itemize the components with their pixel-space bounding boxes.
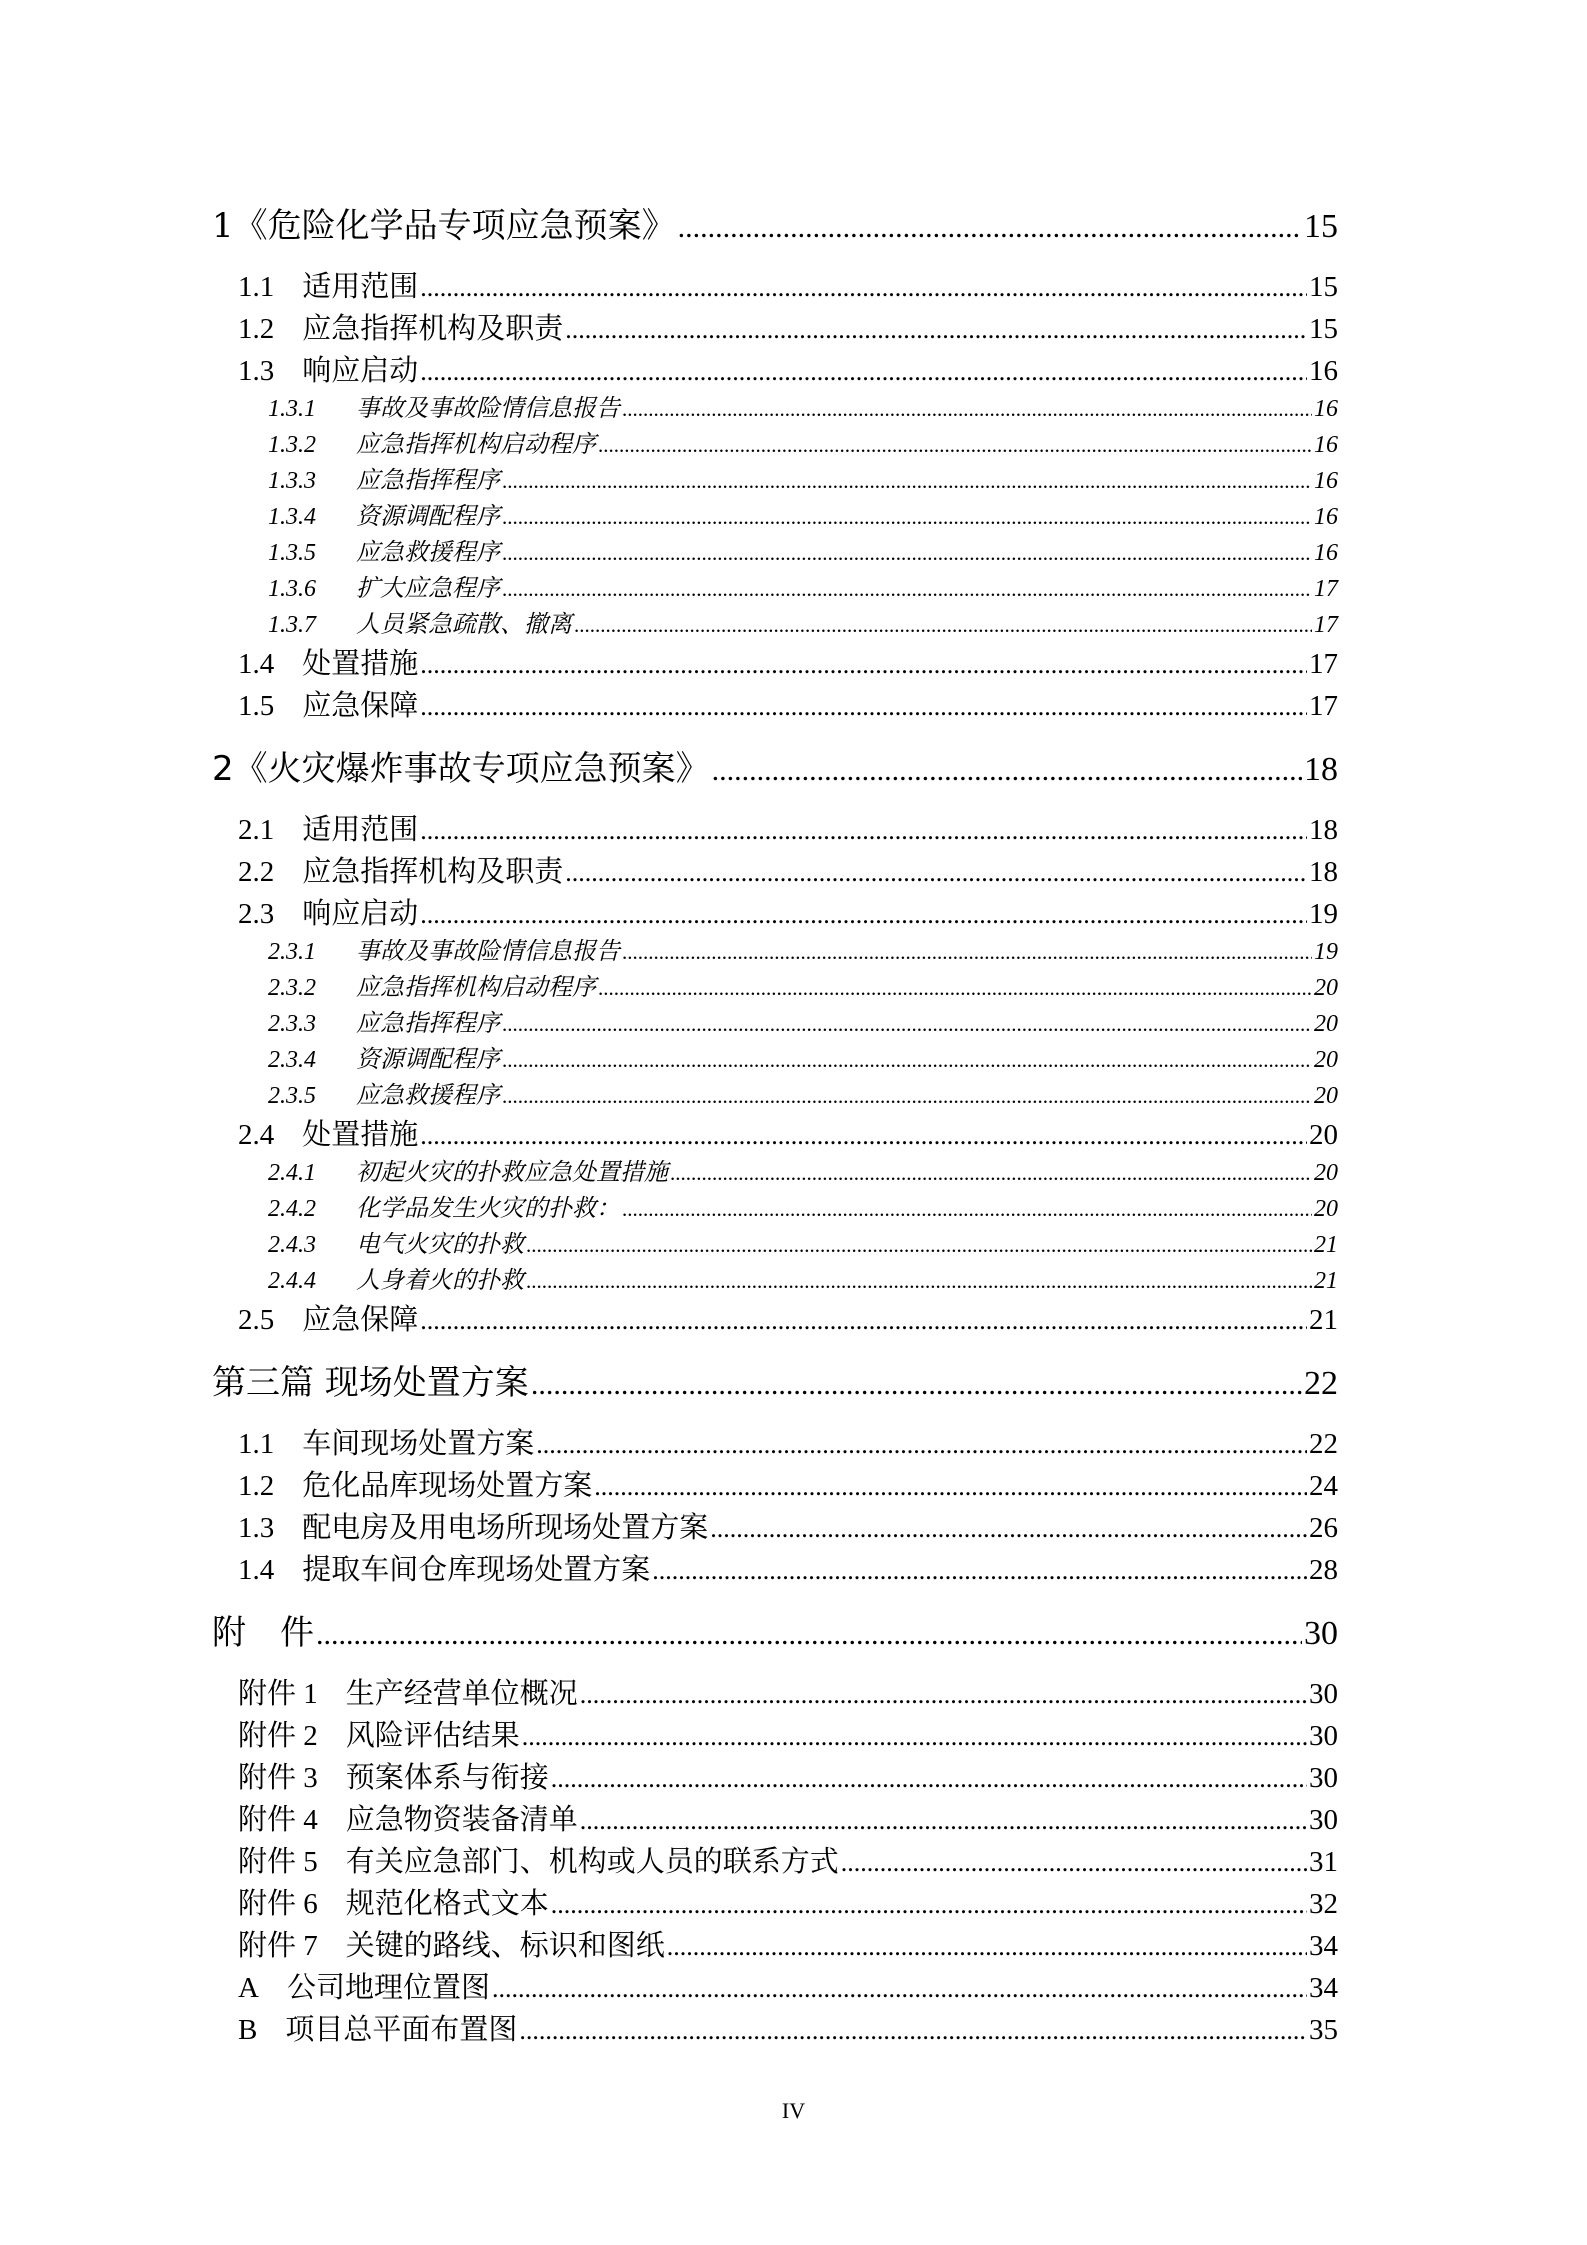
toc-entry-page: 15 bbox=[1309, 271, 1338, 303]
dot-leader bbox=[526, 1233, 1312, 1258]
dot-leader bbox=[519, 2016, 1307, 2046]
dot-leader bbox=[502, 1084, 1312, 1109]
toc-entry-title: 应急救援程序 bbox=[356, 1081, 500, 1109]
dot-leader bbox=[598, 976, 1312, 1001]
toc-entry[interactable] bbox=[238, 1797, 1338, 1838]
toc-entry[interactable] bbox=[238, 891, 1338, 932]
toc-entry-number: 1.3.7 bbox=[268, 612, 316, 638]
toc-entry-page: 21 bbox=[1314, 1232, 1338, 1258]
toc-entry-title: 人员紧急疏散、撤离 bbox=[356, 610, 572, 638]
toc-entry-title: 应急指挥机构启动程序 bbox=[356, 973, 596, 1001]
toc-entry-title: 风险评估结果 bbox=[345, 1718, 520, 1752]
toc-entry-page: 17 bbox=[1314, 576, 1338, 602]
toc-entry-title: 车间现场处置方案 bbox=[302, 1426, 535, 1460]
toc-entry[interactable] bbox=[268, 1224, 1338, 1259]
toc-entry-number: 2.5 bbox=[238, 1304, 275, 1336]
toc-entry-title: 处置措施 bbox=[302, 1117, 419, 1151]
toc-entry-title: 附 件 bbox=[212, 1613, 314, 1653]
dot-leader bbox=[502, 541, 1312, 566]
toc-entry-number: 2.3.4 bbox=[268, 1047, 316, 1073]
toc-entry-number: 1.2 bbox=[238, 1470, 275, 1502]
toc-entry-title: 应急指挥机构及职责 bbox=[302, 854, 564, 888]
toc-entry-page: 22 bbox=[1309, 1428, 1338, 1460]
dot-leader bbox=[502, 1048, 1312, 1073]
toc-entry-number: 2.3 bbox=[238, 898, 275, 930]
toc-entry-page: 18 bbox=[1304, 751, 1338, 788]
toc-entry[interactable] bbox=[268, 1152, 1338, 1187]
toc-entry-number: 2.4.3 bbox=[268, 1232, 316, 1258]
toc-entry-title: 适用范围 bbox=[302, 269, 419, 303]
toc-entry[interactable] bbox=[238, 348, 1338, 389]
toc-entry-page: 16 bbox=[1309, 355, 1338, 387]
toc-entry-title: 提取车间仓库现场处置方案 bbox=[302, 1552, 651, 1586]
toc-entry-number: 2.3.1 bbox=[268, 939, 316, 965]
toc-entry[interactable] bbox=[238, 1421, 1338, 1462]
toc-entry-page: 21 bbox=[1314, 1268, 1338, 1294]
dot-leader bbox=[580, 1680, 1307, 1710]
dot-leader bbox=[622, 1197, 1312, 1222]
toc-entry-title: 《火灾爆炸事故专项应急预案》 bbox=[233, 749, 710, 789]
toc-entry-number: 2.4.2 bbox=[268, 1196, 316, 1222]
dot-leader bbox=[710, 1514, 1307, 1544]
dot-leader bbox=[492, 1974, 1307, 2004]
toc-entry[interactable] bbox=[212, 741, 1338, 790]
toc-entry-title: 规范化格式文本 bbox=[345, 1886, 549, 1920]
toc-entry-title: 应急救援程序 bbox=[356, 538, 500, 566]
dot-leader bbox=[598, 433, 1312, 458]
toc-entry-title: 公司地理位置图 bbox=[286, 1970, 490, 2004]
toc-entry-title: 配电房及用电场所现场处置方案 bbox=[302, 1510, 709, 1544]
toc-entry-number: 2.3.2 bbox=[268, 975, 316, 1001]
toc-entry-page: 20 bbox=[1314, 1160, 1338, 1186]
toc-entry-page: 20 bbox=[1314, 1083, 1338, 1109]
toc-entry-page: 34 bbox=[1309, 1930, 1338, 1962]
dot-leader bbox=[551, 1764, 1307, 1794]
dot-leader bbox=[526, 1269, 1312, 1294]
toc-entry-title: 资源调配程序 bbox=[356, 502, 500, 530]
toc-entry-title: 应急物资装备清单 bbox=[345, 1802, 578, 1836]
dot-leader bbox=[502, 1012, 1312, 1037]
toc-entry-number: 附件 5 bbox=[238, 1846, 318, 1878]
toc-entry-title: 第三篇 现场处置方案 bbox=[212, 1363, 529, 1403]
toc-entry-page: 30 bbox=[1309, 1720, 1338, 1752]
toc-entry-number: 1.4 bbox=[238, 1554, 275, 1586]
toc-entry-number: 2.1 bbox=[238, 814, 275, 846]
toc-entry-page: 17 bbox=[1309, 690, 1338, 722]
dot-leader bbox=[712, 754, 1302, 788]
toc-entry[interactable] bbox=[268, 568, 1338, 603]
toc-entry-number: 附件 6 bbox=[238, 1888, 318, 1920]
toc-entry-title: 初起火灾的扑救应急处置措施 bbox=[356, 1158, 668, 1186]
toc-entry-number: 2.3.5 bbox=[268, 1083, 316, 1109]
toc-entry-page: 30 bbox=[1309, 1678, 1338, 1710]
toc-entry-number: 附件 7 bbox=[238, 1930, 318, 1962]
toc-entry[interactable] bbox=[238, 2007, 1338, 2048]
toc-entry-title: 危化品库现场处置方案 bbox=[302, 1468, 593, 1502]
toc-entry-number: 1.3.4 bbox=[268, 504, 316, 530]
toc-entry-title: 化学品发生火灾的扑救： bbox=[356, 1194, 620, 1222]
toc-entry-page: 19 bbox=[1309, 898, 1338, 930]
toc-entry-number: 2.4.4 bbox=[268, 1268, 316, 1294]
dot-leader bbox=[551, 1890, 1307, 1920]
toc-entry-title: 事故及事故险情信息报告 bbox=[356, 394, 620, 422]
toc-entry-page: 28 bbox=[1309, 1554, 1338, 1586]
dot-leader bbox=[522, 1722, 1307, 1752]
toc-entry-page: 20 bbox=[1314, 1011, 1338, 1037]
toc-entry-title: 响应启动 bbox=[302, 353, 419, 387]
toc-entry-title: 扩大应急程序 bbox=[356, 574, 500, 602]
toc-entry-title: 应急保障 bbox=[302, 688, 419, 722]
dot-leader bbox=[678, 211, 1302, 245]
toc-entry-page: 30 bbox=[1304, 1615, 1338, 1652]
dot-leader bbox=[670, 1161, 1312, 1186]
toc-entry-number: 1.1 bbox=[238, 1428, 275, 1460]
toc-entry-number: 1.3.5 bbox=[268, 540, 316, 566]
toc-entry-number: 附件 4 bbox=[238, 1804, 318, 1836]
dot-leader bbox=[420, 1306, 1307, 1336]
toc-entry-number: 2 bbox=[212, 749, 234, 789]
toc-entry[interactable] bbox=[238, 1463, 1338, 1504]
toc-entry[interactable] bbox=[268, 967, 1338, 1002]
toc-entry-page: 16 bbox=[1314, 432, 1338, 458]
toc-entry-page: 32 bbox=[1309, 1888, 1338, 1920]
toc-entry-title: 有关应急部门、机构或人员的联系方式 bbox=[345, 1844, 839, 1878]
toc-entry[interactable] bbox=[238, 264, 1338, 305]
dot-leader bbox=[622, 940, 1312, 965]
toc-entry-number: 1.3 bbox=[238, 355, 275, 387]
toc-entry[interactable] bbox=[268, 496, 1338, 531]
toc-entry-title: 响应启动 bbox=[302, 896, 419, 930]
page-number: IV bbox=[781, 2098, 806, 2123]
toc-entry-number: 1.3.6 bbox=[268, 576, 316, 602]
dot-leader bbox=[420, 816, 1307, 846]
toc-entry[interactable] bbox=[238, 683, 1338, 724]
dot-leader bbox=[652, 1556, 1307, 1586]
toc-entry-number: 1.5 bbox=[238, 690, 275, 722]
toc-entry[interactable] bbox=[212, 1355, 1338, 1404]
toc-entry-number: B bbox=[238, 2014, 258, 2046]
toc-entry-title: 适用范围 bbox=[302, 812, 419, 846]
toc-entry[interactable] bbox=[212, 1605, 1338, 1654]
toc-entry-title: 应急指挥机构及职责 bbox=[302, 311, 564, 345]
dot-leader bbox=[420, 650, 1307, 680]
dot-leader bbox=[502, 505, 1312, 530]
toc-entry-page: 31 bbox=[1309, 1846, 1338, 1878]
toc-entry-title: 预案体系与衔接 bbox=[345, 1760, 549, 1794]
toc-entry-page: 20 bbox=[1314, 1196, 1338, 1222]
toc-entry-page: 22 bbox=[1304, 1365, 1338, 1402]
toc-entry-title: 应急指挥机构启动程序 bbox=[356, 430, 596, 458]
toc-entry-page: 18 bbox=[1309, 814, 1338, 846]
toc-entry-number: 1.3.3 bbox=[268, 468, 316, 494]
toc-entry-number: 附件 3 bbox=[238, 1762, 318, 1794]
toc-entry[interactable] bbox=[238, 807, 1338, 848]
toc-entry[interactable] bbox=[268, 1039, 1338, 1074]
dot-leader bbox=[502, 469, 1312, 494]
toc-entry-page: 18 bbox=[1309, 856, 1338, 888]
dot-leader bbox=[502, 577, 1312, 602]
toc-entry[interactable] bbox=[268, 532, 1338, 567]
toc-entry[interactable] bbox=[268, 460, 1338, 495]
toc-entry-title: 应急指挥程序 bbox=[356, 1009, 500, 1037]
toc-entry-page: 30 bbox=[1309, 1762, 1338, 1794]
toc-entry[interactable] bbox=[268, 1075, 1338, 1110]
dot-leader bbox=[420, 692, 1307, 722]
toc-entry[interactable] bbox=[238, 306, 1338, 347]
dot-leader bbox=[622, 397, 1312, 422]
dot-leader bbox=[574, 613, 1312, 638]
toc-entry[interactable] bbox=[268, 1003, 1338, 1038]
toc-entry-page: 24 bbox=[1309, 1470, 1338, 1502]
toc-entry[interactable] bbox=[238, 1923, 1338, 1964]
toc-entry-page: 35 bbox=[1309, 2014, 1338, 2046]
toc-entry[interactable] bbox=[238, 1965, 1338, 2006]
toc-entry-page: 16 bbox=[1314, 540, 1338, 566]
toc-entry[interactable] bbox=[238, 849, 1338, 890]
dot-leader bbox=[594, 1472, 1307, 1502]
toc-entry-title: 资源调配程序 bbox=[356, 1045, 500, 1073]
toc-entry[interactable] bbox=[268, 388, 1338, 423]
toc-entry[interactable] bbox=[238, 1881, 1338, 1922]
toc-entry[interactable] bbox=[238, 641, 1338, 682]
toc-entry[interactable] bbox=[238, 1112, 1338, 1153]
toc-entry-title: 人身着火的扑救 bbox=[356, 1266, 524, 1294]
toc-entry-page: 21 bbox=[1309, 1304, 1338, 1336]
dot-leader bbox=[565, 858, 1307, 888]
toc-entry-number: A bbox=[238, 1972, 259, 2004]
toc-entry[interactable] bbox=[268, 1260, 1338, 1295]
toc-entry-number: 1.3.2 bbox=[268, 432, 316, 458]
dot-leader bbox=[565, 315, 1307, 345]
toc-entry[interactable] bbox=[212, 198, 1338, 247]
toc-entry-page: 34 bbox=[1309, 1972, 1338, 2004]
toc-entry-title: 生产经营单位概况 bbox=[345, 1676, 578, 1710]
dot-leader bbox=[667, 1932, 1307, 1962]
toc-entry-page: 20 bbox=[1309, 1119, 1338, 1151]
toc-entry-number: 附件 2 bbox=[238, 1720, 318, 1752]
toc-entry-number: 2.3.3 bbox=[268, 1011, 316, 1037]
toc-entry-page: 15 bbox=[1304, 208, 1338, 245]
toc-entry-title: 应急指挥程序 bbox=[356, 466, 500, 494]
toc-entry-title: 处置措施 bbox=[302, 646, 419, 680]
toc-entry-number: 2.2 bbox=[238, 856, 275, 888]
toc-entry-title: 项目总平面布置图 bbox=[285, 2012, 518, 2046]
toc-entry-page: 26 bbox=[1309, 1512, 1338, 1544]
toc-entry-page: 20 bbox=[1314, 1047, 1338, 1073]
toc-entry[interactable] bbox=[268, 931, 1338, 966]
toc-entry-number: 1.3.1 bbox=[268, 396, 316, 422]
dot-leader bbox=[841, 1848, 1307, 1878]
dot-leader bbox=[536, 1430, 1307, 1460]
toc-entry-number: 2.4 bbox=[238, 1119, 275, 1151]
toc-entry-number: 1.2 bbox=[238, 313, 275, 345]
toc-entry[interactable] bbox=[238, 1505, 1338, 1546]
toc-entry[interactable] bbox=[268, 424, 1338, 459]
dot-leader bbox=[420, 1121, 1307, 1151]
toc-entry-number: 1.4 bbox=[238, 648, 275, 680]
toc-entry[interactable] bbox=[268, 604, 1338, 639]
toc-entry[interactable] bbox=[238, 1547, 1338, 1588]
toc-entry-title: 事故及事故险情信息报告 bbox=[356, 937, 620, 965]
dot-leader bbox=[580, 1806, 1307, 1836]
toc-entry-title: 电气火灾的扑救 bbox=[356, 1230, 524, 1258]
toc-entry-title: 《危险化学品专项应急预案》 bbox=[233, 206, 676, 246]
toc-entry[interactable] bbox=[268, 1188, 1338, 1223]
toc-entry-page: 16 bbox=[1314, 504, 1338, 530]
toc-entry[interactable] bbox=[238, 1839, 1338, 1880]
dot-leader bbox=[420, 900, 1307, 930]
dot-leader bbox=[420, 273, 1307, 303]
toc-entry[interactable] bbox=[238, 1297, 1338, 1338]
toc-entry-title: 关键的路线、标识和图纸 bbox=[345, 1928, 665, 1962]
toc-entry-page: 15 bbox=[1309, 313, 1338, 345]
dot-leader bbox=[420, 357, 1307, 387]
toc-entry-number: 1.3 bbox=[238, 1512, 275, 1544]
dot-leader bbox=[316, 1618, 1302, 1652]
toc-entry-page: 16 bbox=[1314, 396, 1338, 422]
toc-entry-page: 17 bbox=[1309, 648, 1338, 680]
toc-entry-page: 17 bbox=[1314, 612, 1338, 638]
toc-entry[interactable] bbox=[238, 1671, 1338, 1712]
toc-entry-page: 19 bbox=[1314, 939, 1338, 965]
toc-entry[interactable] bbox=[238, 1713, 1338, 1754]
dot-leader bbox=[531, 1368, 1302, 1402]
toc-entry-number: 附件 1 bbox=[238, 1678, 318, 1710]
toc-entry-number: 1.1 bbox=[238, 271, 275, 303]
toc-entry-number: 2.4.1 bbox=[268, 1160, 316, 1186]
toc-entry-page: 20 bbox=[1314, 975, 1338, 1001]
toc-entry[interactable] bbox=[238, 1755, 1338, 1796]
toc-entry-page: 16 bbox=[1314, 468, 1338, 494]
toc-entry-title: 应急保障 bbox=[302, 1302, 419, 1336]
toc-entry-page: 30 bbox=[1309, 1804, 1338, 1836]
toc-entry-number: 1 bbox=[212, 206, 234, 246]
